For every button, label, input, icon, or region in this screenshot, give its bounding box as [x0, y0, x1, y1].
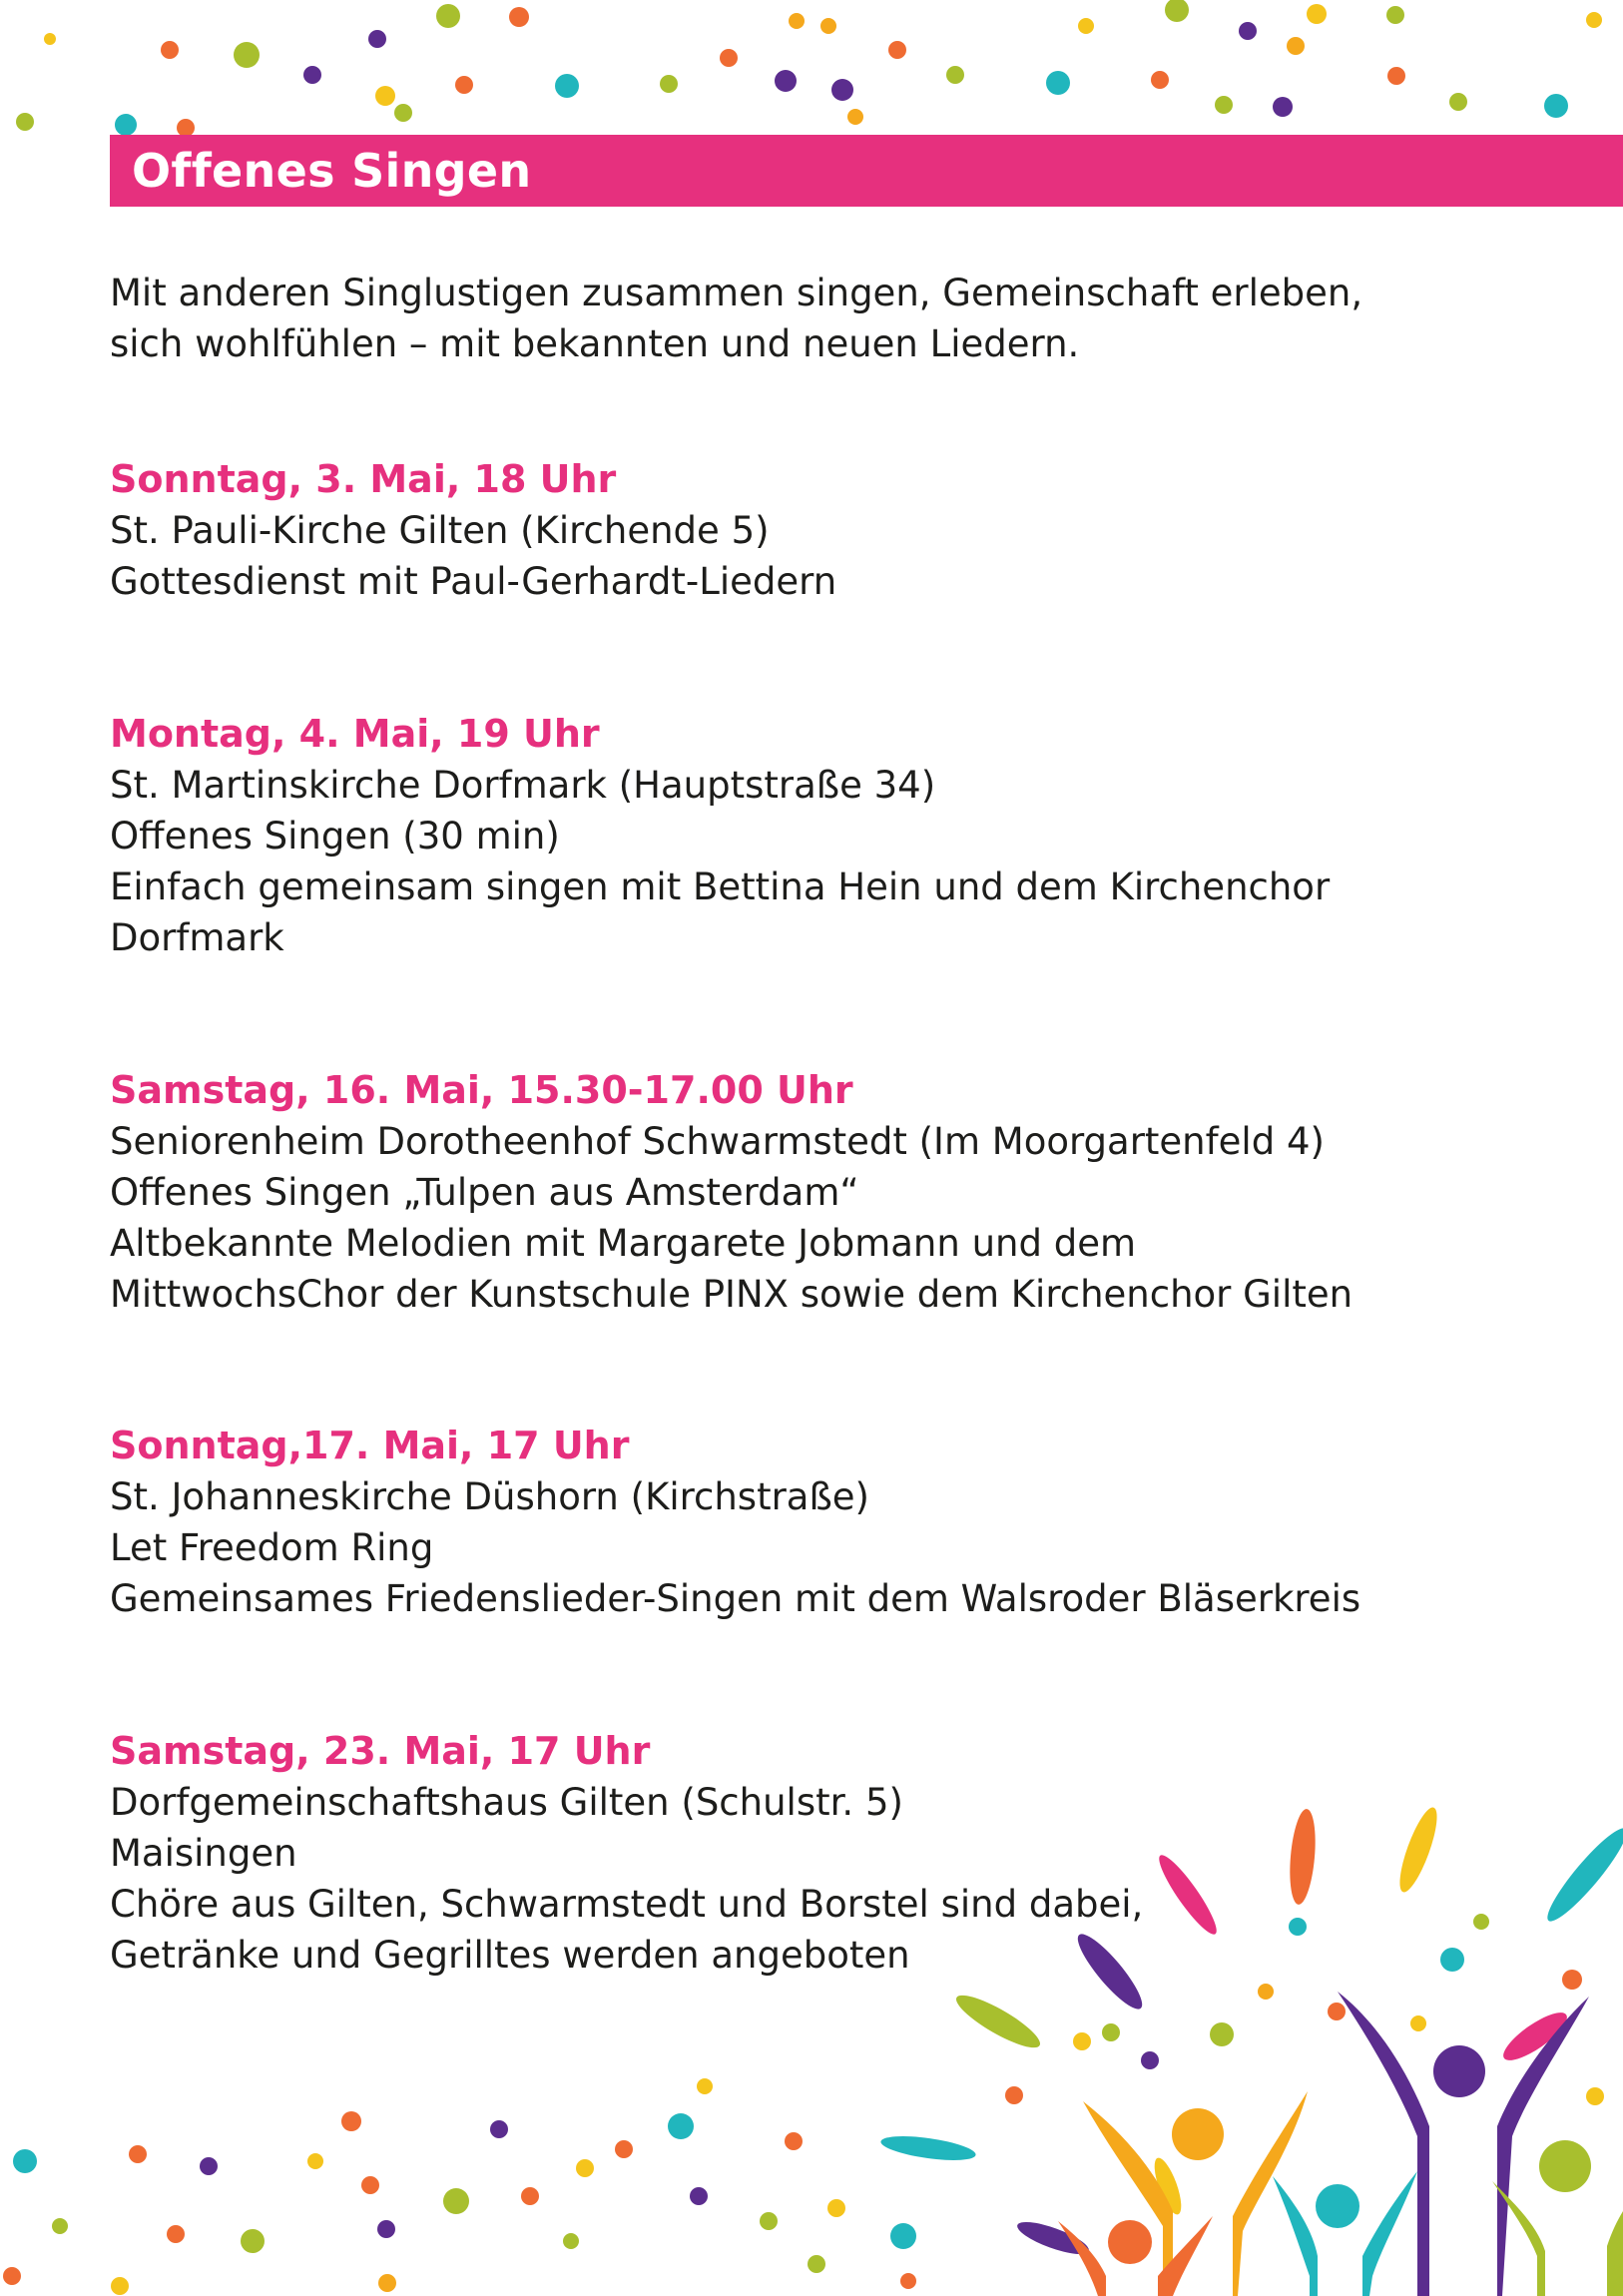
event-description: Offenes Singen (30 min): [110, 815, 560, 858]
event-date: Sonntag,17. Mai, 17 Uhr: [110, 1424, 630, 1467]
event-description: Einfach gemeinsam singen mit Bettina Hein und dem Kirchenchor: [110, 865, 1331, 908]
purple-figure-icon: [1338, 1992, 1589, 2296]
orange-figure-icon: [1083, 2091, 1308, 2296]
event-date: Sonntag, 3. Mai, 18 Uhr: [110, 457, 617, 501]
red-figure-icon: [1058, 2216, 1213, 2296]
event-description: Altbekannte Melodien mit Margarete Jobmann und dem: [110, 1222, 1137, 1265]
event-description: Dorfmark: [110, 916, 284, 959]
event-item: [110, 454, 1587, 607]
event-location: St. Johanneskirche Düshorn (Kirchstraße): [110, 1475, 869, 1518]
intro-text: [110, 268, 1567, 369]
title-banner: [110, 135, 1623, 207]
intro-line: Mit anderen Singlustigen zusammen singen, Gemeinschaft erleben,: [110, 272, 1363, 314]
event-item: [110, 1726, 1587, 1981]
event-item: [110, 1421, 1587, 1624]
teal-figure-icon: [1273, 2171, 1417, 2296]
event-date: Samstag, 23. Mai, 17 Uhr: [110, 1729, 651, 1773]
event-description: Gottesdienst mit Paul-Gerhardt-Liedern: [110, 560, 837, 603]
event-description: Let Freedom Ring: [110, 1526, 434, 1569]
event-location: St. Martinskirche Dorfmark (Hauptstraße 34): [110, 764, 936, 807]
event-description: Gemeinsames Friedenslieder-Singen mit dem Walsroder Bläserkreis: [110, 1577, 1361, 1620]
event-description: Chöre aus Gilten, Schwarmstedt und Borstel sind dabei,: [110, 1883, 1144, 1926]
event-date: Samstag, 16. Mai, 15.30-17.00 Uhr: [110, 1068, 853, 1112]
event-description: MittwochsChor der Kunstschule PINX sowie dem Kirchenchor Gilten: [110, 1273, 1353, 1316]
intro-line: sich wohlfühlen – mit bekannten und neuen Liedern.: [110, 322, 1080, 365]
event-item: [110, 709, 1587, 963]
event-description: Offenes Singen „Tulpen aus Amsterdam“: [110, 1171, 859, 1214]
event-location: Dorfgemeinschaftshaus Gilten (Schulstr. 5): [110, 1781, 903, 1824]
event-location: Seniorenheim Dorotheenhof Schwarmstedt (Im Moorgartenfeld 4): [110, 1120, 1325, 1163]
green-figure-icon: [1492, 2140, 1623, 2296]
event-item: [110, 1065, 1587, 1320]
page-title: Offenes Singen: [132, 144, 532, 198]
event-description: Getränke und Gegrilltes werden angeboten: [110, 1934, 910, 1977]
event-location: St. Pauli-Kirche Gilten (Kirchende 5): [110, 509, 770, 552]
event-description: Maisingen: [110, 1832, 297, 1875]
event-date: Montag, 4. Mai, 19 Uhr: [110, 712, 600, 756]
